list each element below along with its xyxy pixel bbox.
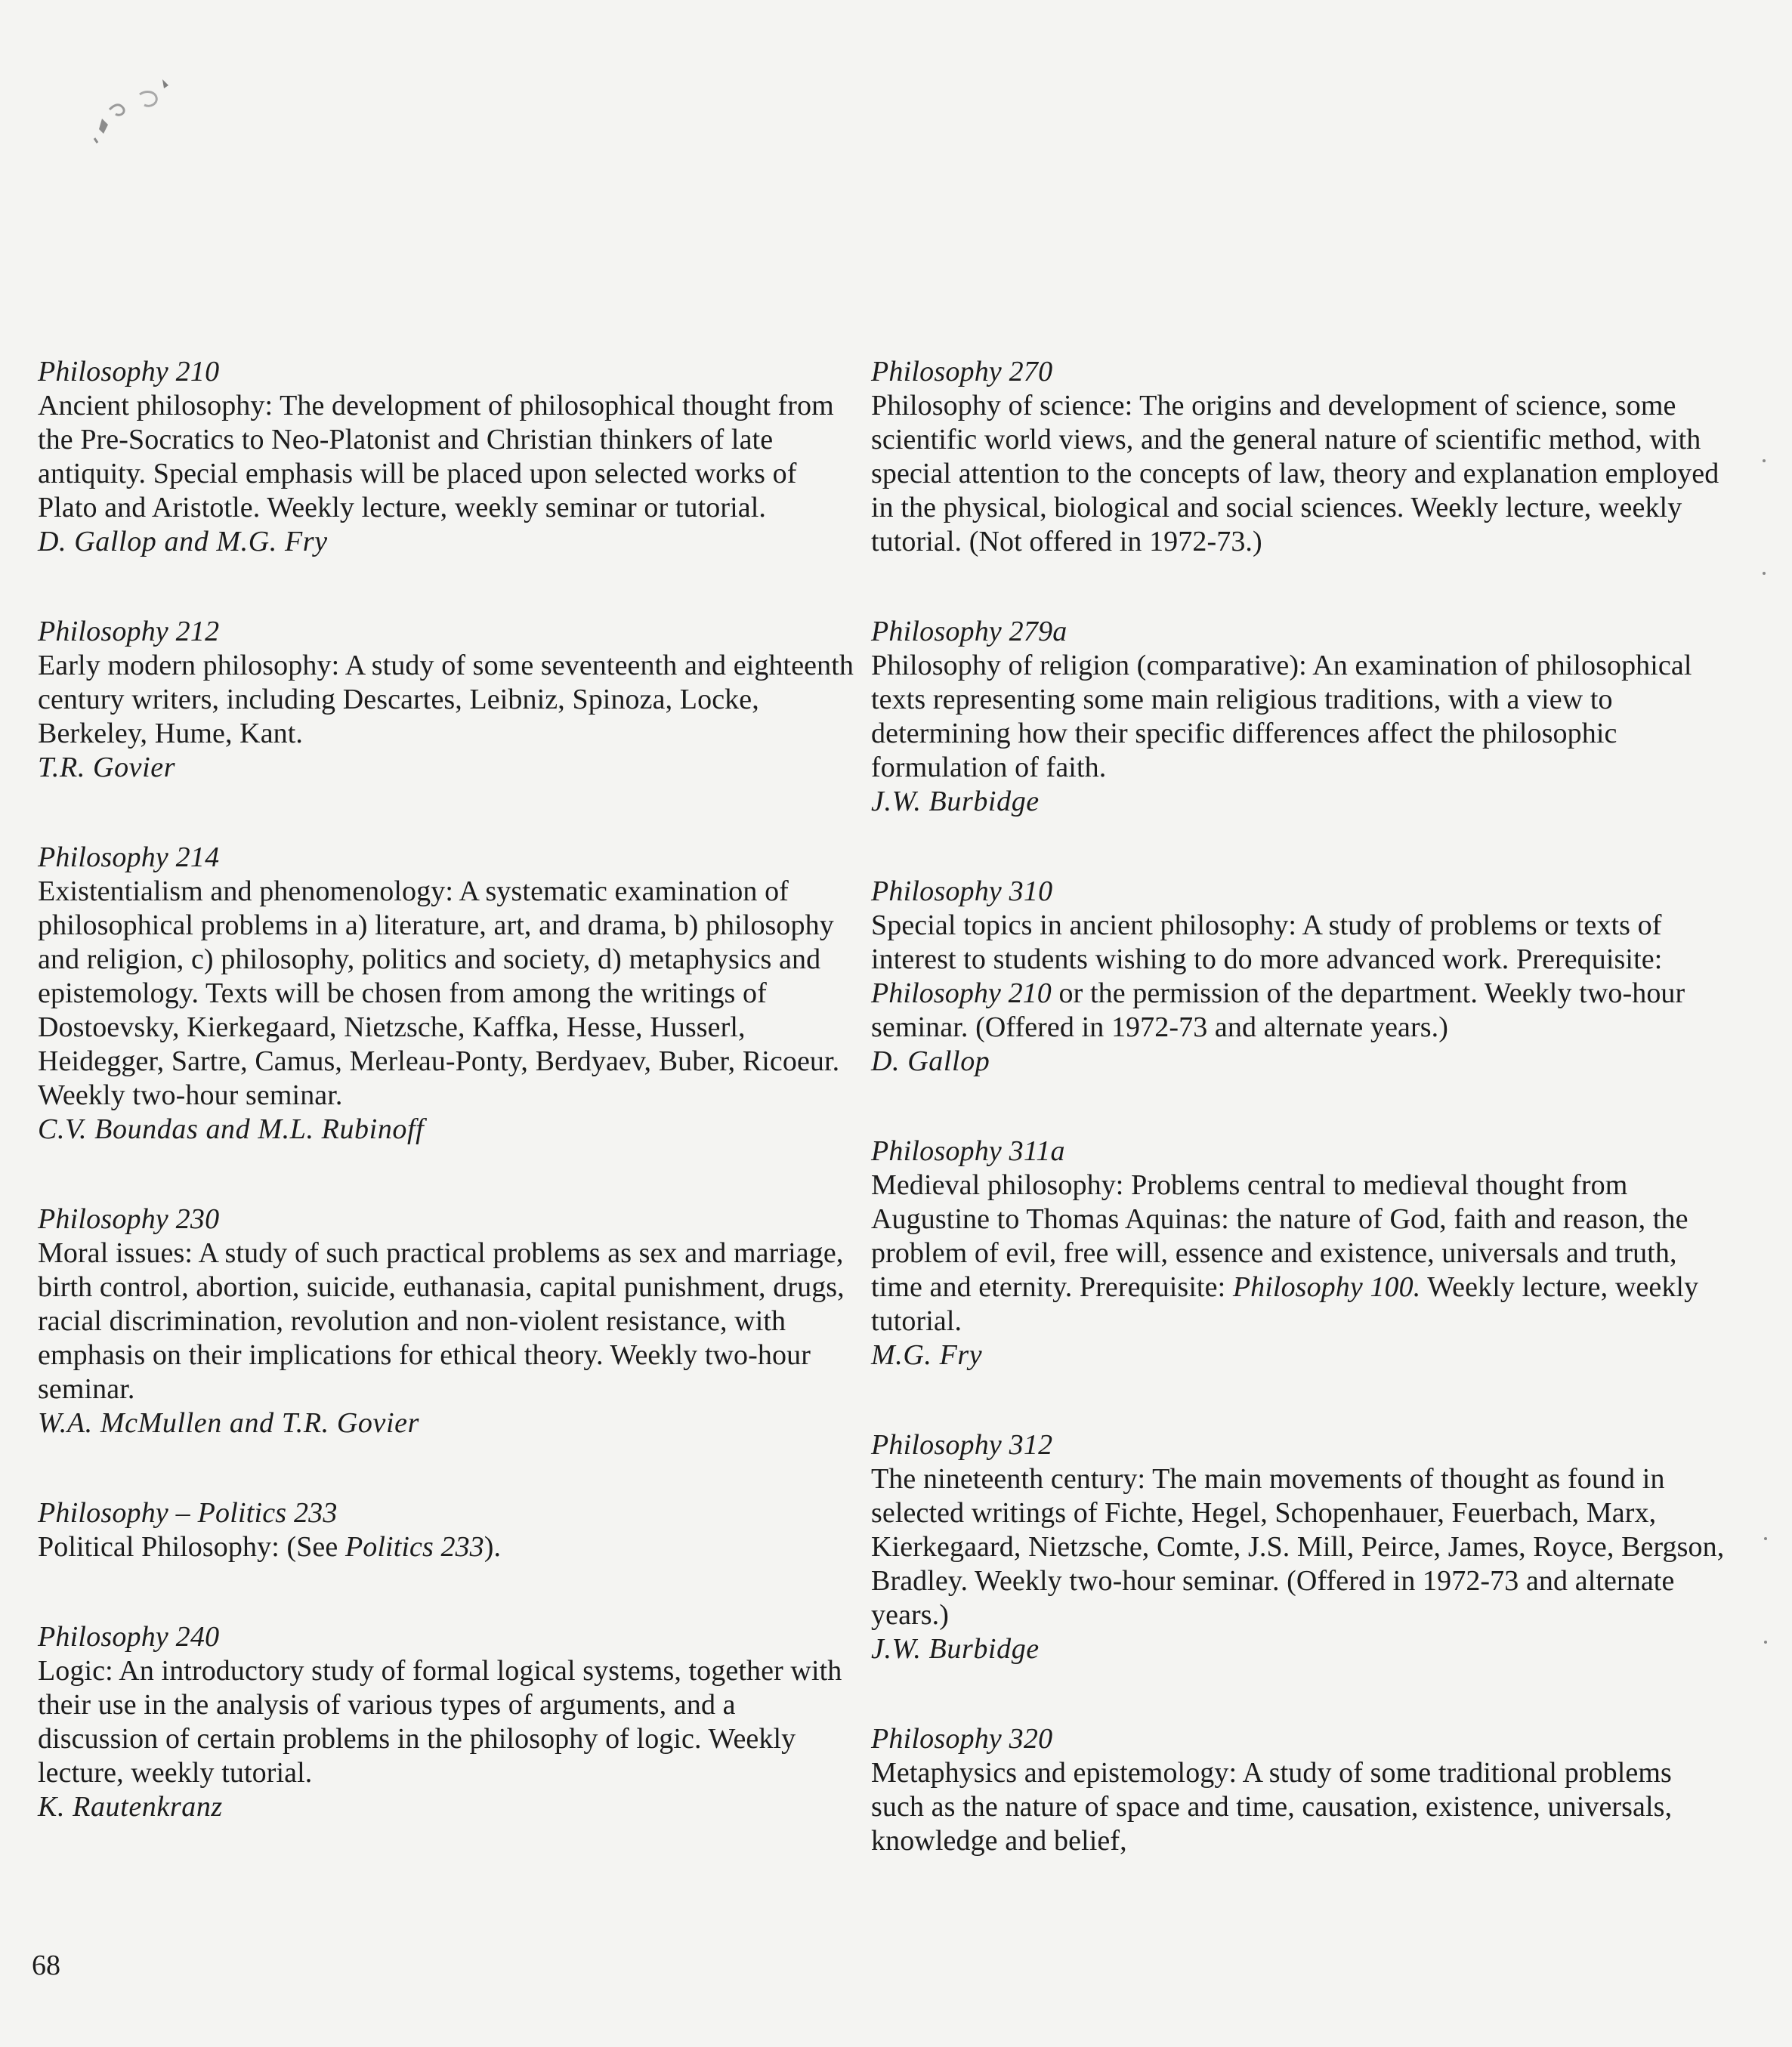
course-entry xyxy=(871,615,1725,819)
course-instructors: D. Gallop xyxy=(871,1045,990,1077)
course-instructors: T.R. Govier xyxy=(38,752,176,783)
course-entry xyxy=(38,1203,854,1440)
description-text: Ancient philosophy: The development of philosophical thought from the Pre-Socratics to Neo-Platonist and Christian thinkers of late antiquity. Special emphasis will be placed upon selected works of Plato and Aristotle. Weekly lecture, weekly seminar or tutorial. xyxy=(38,390,834,523)
course-instructors: W.A. McMullen and T.R. Govier xyxy=(38,1407,419,1439)
course-entry xyxy=(871,875,1725,1079)
course-description xyxy=(38,1530,854,1564)
course-title: Philosophy 210 xyxy=(38,356,220,387)
description-text: or the permission of the department. Weekly two-hour seminar. (Offered in 1972-73 and alternate years.) xyxy=(871,977,1685,1043)
description-text: Special topics in ancient philosophy: A study of problems or texts of interest to students wishing to do more advanced work. Prerequisite: xyxy=(871,909,1663,975)
course-entry xyxy=(871,1428,1725,1666)
course-title: Philosophy 310 xyxy=(871,875,1053,907)
scan-speck xyxy=(1763,459,1766,462)
pencil-mark-icon xyxy=(87,64,185,155)
course-description xyxy=(871,909,1725,1045)
description-text: Existentialism and phenomenology: A systematic examination of philosophical problems in a) literature, art, and drama, b) philosophy and religion, c) philosophy, politics and society, d) metaphysics and epistemology. Texts will be chosen from among the writings of Dostoevsky, Kierkegaard, Nietzsche, Kaffka, Hesse, Husserl, Heidegger, Sartre, Camus, Merleau-Ponty, Berdyaev, Buber, Ricoeur. Weekly two-hour seminar. xyxy=(38,875,840,1111)
course-title: Philosophy 230 xyxy=(38,1203,220,1235)
course-title: Philosophy – Politics 233 xyxy=(38,1497,338,1529)
course-description xyxy=(38,649,854,751)
course-description xyxy=(871,1756,1725,1858)
description-text: Philosophy of religion (comparative): An examination of philosophical texts representing some main religious traditions, with a view to determining how their specific differences affect the philosophic formulation of faith. xyxy=(871,650,1692,783)
course-reference: Philosophy 210 xyxy=(871,977,1052,1009)
course-description xyxy=(871,649,1725,785)
description-text: Logic: An introductory study of formal logical systems, together with their use in the analysis of various types of arguments, and a discussion of certain problems in the philosophy of logic. Weekly lecture, weekly tutorial. xyxy=(38,1655,842,1789)
course-title: Philosophy 320 xyxy=(871,1723,1053,1755)
course-description xyxy=(38,1654,854,1790)
scan-speck xyxy=(1764,1641,1767,1644)
course-title: Philosophy 312 xyxy=(871,1429,1053,1461)
course-description xyxy=(871,1462,1725,1632)
course-reference: Politics 233 xyxy=(344,1531,484,1563)
description-text: Metaphysics and epistemology: A study of some traditional problems such as the nature of space and time, causation, existence, universals, knowledge and belief, xyxy=(871,1757,1673,1857)
description-text: Political Philosophy: (See xyxy=(38,1531,345,1563)
course-entry xyxy=(38,355,854,559)
description-text: Moral issues: A study of such practical problems as sex and marriage, birth control, abortion, suicide, euthanasia, capital punishment, drugs, racial discrimination, revolution and non-violent resistance, with emphasis on their implications for ethical theory. Weekly two-hour seminar. xyxy=(38,1237,845,1405)
course-title: Philosophy 212 xyxy=(38,616,220,647)
course-instructors: M.G. Fry xyxy=(871,1339,983,1371)
course-entry xyxy=(871,1722,1725,1858)
course-description xyxy=(38,875,854,1113)
description-text: Early modern philosophy: A study of some seventeenth and eighteenth century writers, including Descartes, Leibniz, Spinoza, Locke, Berkeley, Hume, Kant. xyxy=(38,650,854,749)
course-title: Philosophy 240 xyxy=(38,1621,220,1653)
scan-speck xyxy=(1764,1537,1767,1540)
course-instructors: K. Rautenkranz xyxy=(38,1791,223,1823)
description-text: ). xyxy=(484,1531,502,1563)
course-entry xyxy=(38,1496,854,1564)
right-column xyxy=(871,355,1725,1914)
description-text: Medieval philosophy: Problems central to medieval thought from Augustine to Thomas Aquinas: the nature of God, faith and reason, the problem of evil, free will, essence and existence, universals and truth, time and eternity. Prerequisite: xyxy=(871,1169,1688,1303)
description-text: Weekly lecture, weekly tutorial. xyxy=(871,1271,1699,1337)
course-entry xyxy=(38,615,854,785)
course-instructors: J.W. Burbidge xyxy=(871,786,1040,817)
course-title: Philosophy 279a xyxy=(871,616,1067,647)
course-entry xyxy=(38,841,854,1147)
course-entry xyxy=(871,1135,1725,1372)
course-description xyxy=(871,389,1725,559)
course-instructors: D. Gallop and M.G. Fry xyxy=(38,526,328,557)
course-description xyxy=(38,1237,854,1406)
course-title: Philosophy 214 xyxy=(38,841,220,873)
page-number: 68 xyxy=(32,1950,60,1981)
course-entry xyxy=(38,1620,854,1824)
left-column xyxy=(38,355,854,1880)
course-instructors: J.W. Burbidge xyxy=(871,1633,1040,1665)
description-text: The nineteenth century: The main movements of thought as found in selected writings of Fichte, Hegel, Schopenhauer, Feuerbach, Marx, Kierkegaard, Nietzsche, Comte, J.S. Mill, Peirce, James, Royce, Bergson, Bradley. Weekly two-hour seminar. (Offered in 1972-73 and alternate years.) xyxy=(871,1463,1725,1631)
course-description xyxy=(871,1169,1725,1338)
course-title: Philosophy 311a xyxy=(871,1135,1065,1167)
course-instructors: C.V. Boundas and M.L. Rubinoff xyxy=(38,1113,425,1145)
course-title: Philosophy 270 xyxy=(871,356,1053,387)
course-description xyxy=(38,389,854,525)
course-entry xyxy=(871,355,1725,559)
description-text: Philosophy of science: The origins and development of science, some scientific world views, and the general nature of scientific method, with special attention to the concepts of law, theory and explanation employed in the physical, biological and social sciences. Weekly lecture, weekly tutorial. (Not offered in 1972-73.) xyxy=(871,390,1719,557)
course-reference: Philosophy 100. xyxy=(1232,1271,1421,1303)
scan-speck xyxy=(1763,572,1766,575)
